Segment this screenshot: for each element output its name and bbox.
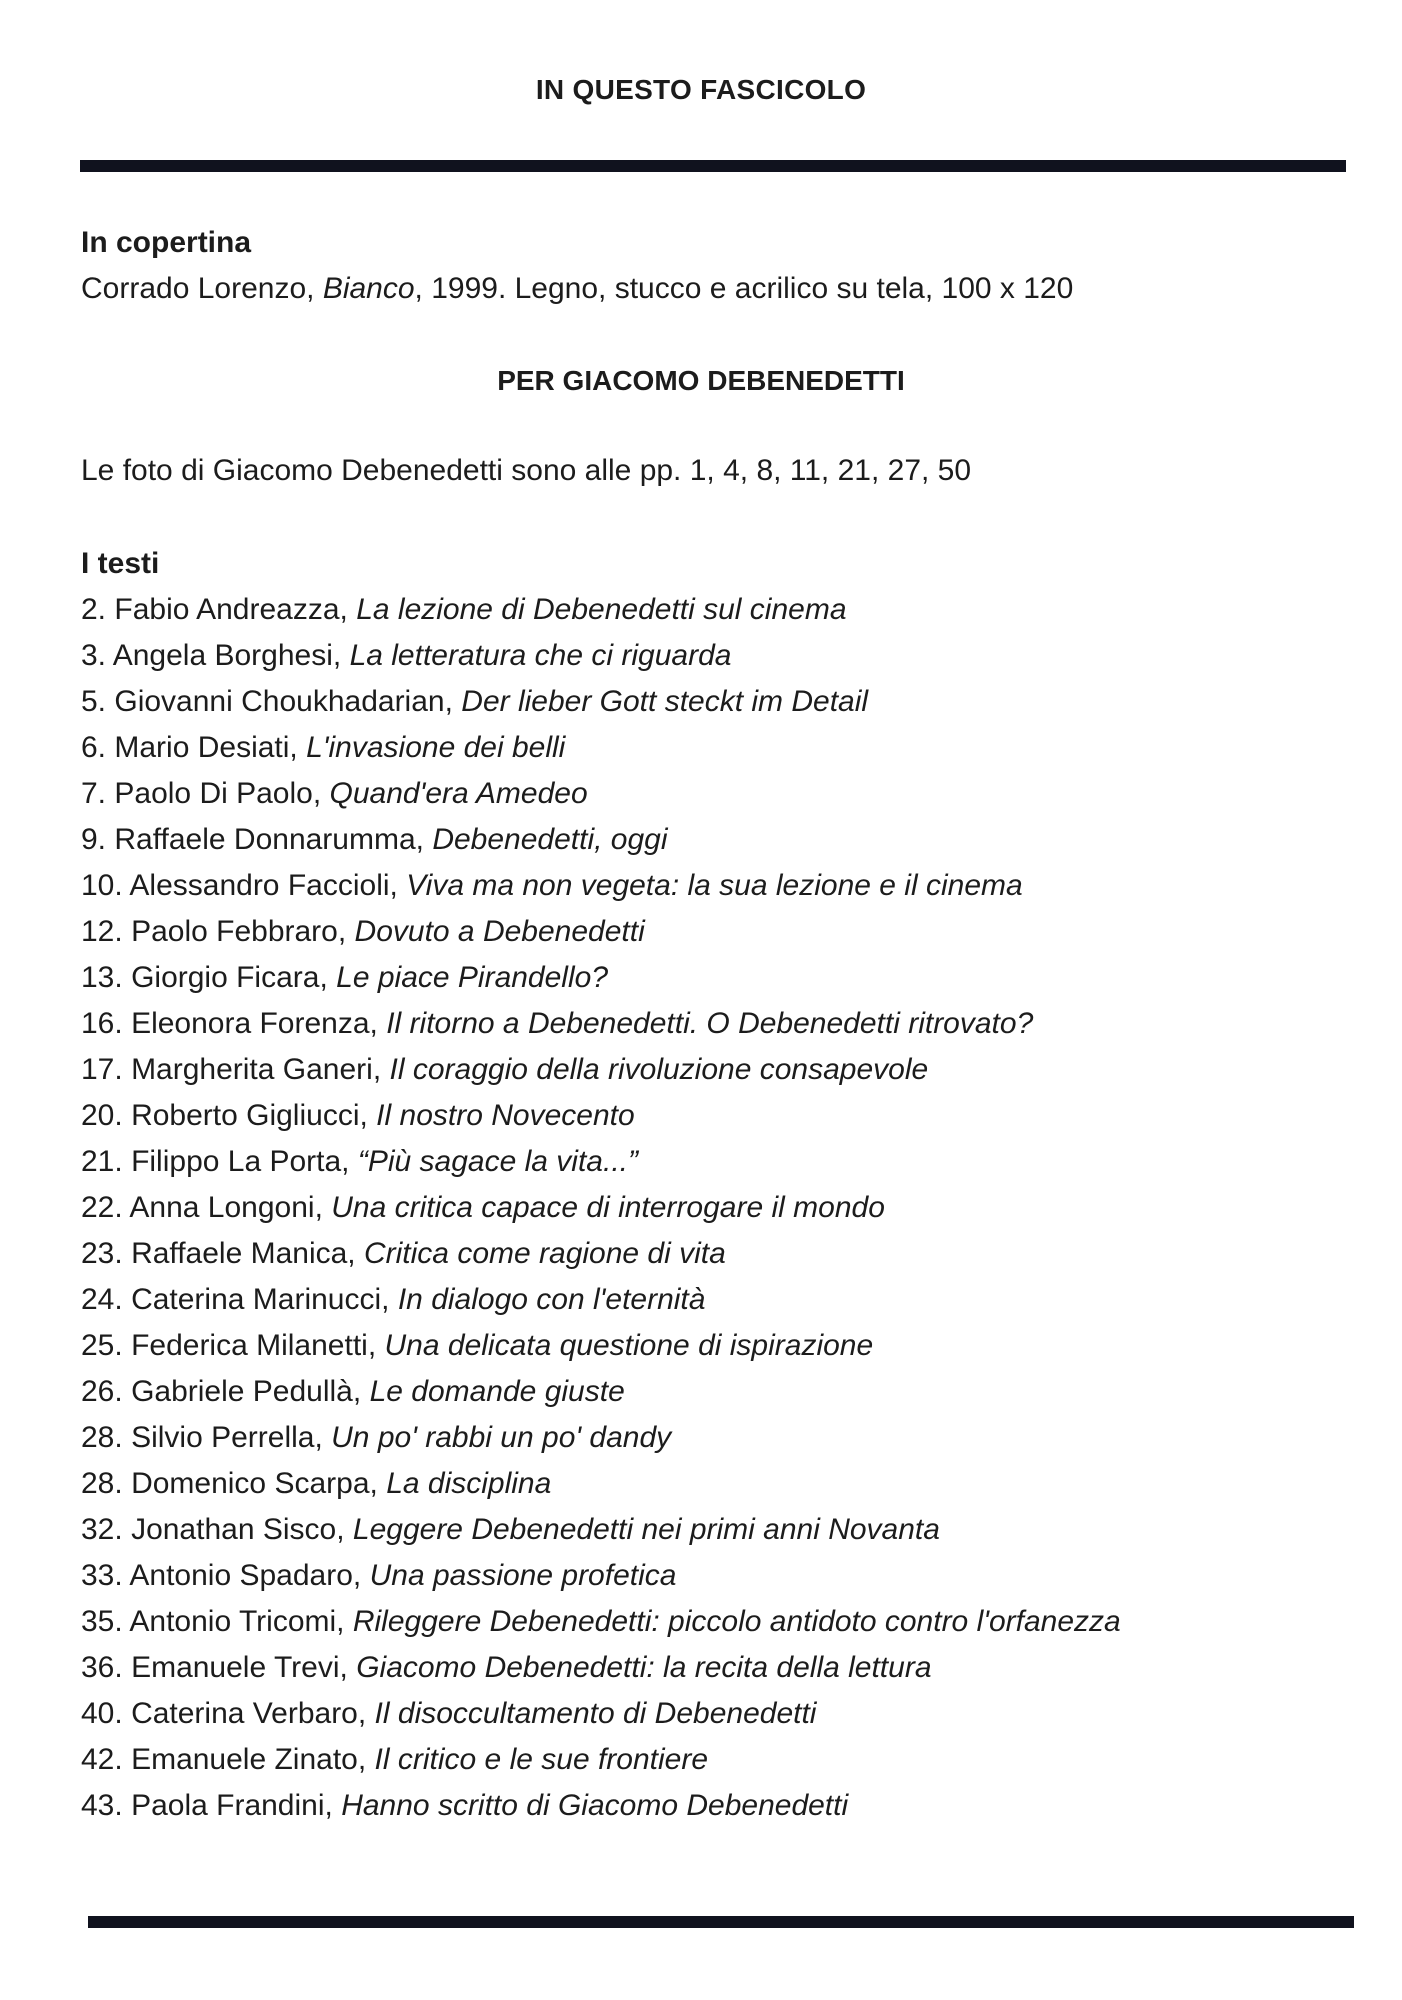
list-item xyxy=(81,1599,1121,1645)
entry-author: Emanuele Zinato, xyxy=(131,1743,367,1776)
entry-author: Gabriele Pedullà, xyxy=(131,1375,362,1408)
list-item xyxy=(81,1783,1121,1829)
entry-author: Roberto Gigliucci, xyxy=(131,1099,368,1132)
entry-page-number: 12. xyxy=(81,915,123,948)
entry-title: Il coraggio della rivoluzione consapevole xyxy=(389,1053,929,1086)
list-item xyxy=(81,1507,1121,1553)
list-item xyxy=(81,633,1121,679)
entry-author: Silvio Perrella, xyxy=(131,1421,323,1454)
entry-page-number: 36. xyxy=(81,1651,123,1684)
entry-title: Hanno scritto di Giacomo Debenedetti xyxy=(341,1789,849,1822)
entry-title: Quand'era Amedeo xyxy=(329,777,588,810)
entry-author: Caterina Verbaro, xyxy=(131,1697,367,1730)
list-item xyxy=(81,1231,1121,1277)
entry-title: Il disoccultamento di Debenedetti xyxy=(374,1697,817,1730)
list-item xyxy=(81,1369,1121,1415)
list-item xyxy=(81,771,1121,817)
texts-section xyxy=(81,541,1121,1829)
entry-title: Una passione profetica xyxy=(369,1559,677,1592)
list-item xyxy=(81,1691,1121,1737)
entry-title: Un po' rabbi un po' dandy xyxy=(331,1421,672,1454)
entry-author: Filippo La Porta, xyxy=(131,1145,350,1178)
bottom-divider xyxy=(88,1916,1354,1928)
entry-title: Il nostro Novecento xyxy=(376,1099,635,1132)
entry-title: “Più sagace la vita...” xyxy=(357,1145,638,1178)
entry-title: Il ritorno a Debenedetti. O Debenedetti ritrovato? xyxy=(386,1007,1034,1040)
entry-page-number: 24. xyxy=(81,1283,123,1316)
entry-page-number: 35. xyxy=(81,1605,123,1638)
entry-title: Una delicata questione di ispirazione xyxy=(384,1329,874,1362)
entry-page-number: 25. xyxy=(81,1329,123,1362)
list-item xyxy=(81,1461,1121,1507)
entry-author: Mario Desiati, xyxy=(114,731,298,764)
entry-page-number: 16. xyxy=(81,1007,123,1040)
entry-page-number: 3. xyxy=(81,639,107,672)
entry-page-number: 43. xyxy=(81,1789,123,1822)
list-item xyxy=(81,1277,1121,1323)
entry-title: Rileggere Debenedetti: piccolo antidoto contro l'orfanezza xyxy=(352,1605,1121,1638)
cover-work-title: Bianco xyxy=(322,272,415,305)
list-item xyxy=(81,1093,1121,1139)
list-item xyxy=(81,1323,1121,1369)
entry-author: Paolo Di Paolo, xyxy=(114,777,322,810)
list-item xyxy=(81,1645,1121,1691)
entry-author: Jonathan Sisco, xyxy=(131,1513,345,1546)
entry-author: Antonio Tricomi, xyxy=(129,1605,345,1638)
entry-author: Domenico Scarpa, xyxy=(131,1467,378,1500)
list-item xyxy=(81,1553,1121,1599)
cover-artist: Corrado Lorenzo, xyxy=(81,272,323,305)
list-item xyxy=(81,1139,1121,1185)
entry-author: Caterina Marinucci, xyxy=(131,1283,390,1316)
entry-page-number: 5. xyxy=(81,685,107,718)
list-item xyxy=(81,1047,1121,1093)
entry-page-number: 10. xyxy=(81,869,123,902)
section-title: PER GIACOMO DEBENEDETTI xyxy=(497,365,905,396)
entry-title: Le piace Pirandello? xyxy=(336,961,609,994)
entry-page-number: 28. xyxy=(81,1467,123,1500)
entry-title: La disciplina xyxy=(386,1467,552,1500)
entry-title: In dialogo con l'eternità xyxy=(397,1283,706,1316)
entry-page-number: 6. xyxy=(81,731,107,764)
entry-author: Raffaele Donnarumma, xyxy=(114,823,424,856)
entry-author: Angela Borghesi, xyxy=(112,639,342,672)
list-item xyxy=(81,1185,1121,1231)
list-item xyxy=(81,679,1121,725)
entry-author: Antonio Spadaro, xyxy=(129,1559,362,1592)
entry-page-number: 9. xyxy=(81,823,107,856)
cover-caption xyxy=(81,266,1073,312)
entry-page-number: 40. xyxy=(81,1697,123,1730)
entry-author: Giorgio Ficara, xyxy=(131,961,328,994)
entry-author: Raffaele Manica, xyxy=(131,1237,356,1270)
list-item xyxy=(81,587,1121,633)
entry-title: La lezione di Debenedetti sul cinema xyxy=(356,593,847,626)
entry-author: Emanuele Trevi, xyxy=(131,1651,348,1684)
cover-label: In copertina xyxy=(81,226,252,259)
entry-page-number: 26. xyxy=(81,1375,123,1408)
list-item xyxy=(81,863,1121,909)
entry-author: Fabio Andreazza, xyxy=(114,593,348,626)
entry-page-number: 20. xyxy=(81,1099,123,1132)
list-item xyxy=(81,909,1121,955)
entry-title: Leggere Debenedetti nei primi anni Novanta xyxy=(352,1513,940,1546)
entry-title: Critica come ragione di vita xyxy=(363,1237,726,1270)
list-item xyxy=(81,725,1121,771)
contents-list xyxy=(81,587,1121,1829)
list-item xyxy=(81,1737,1121,1783)
entry-page-number: 23. xyxy=(81,1237,123,1270)
page-title: IN QUESTO FASCICOLO xyxy=(535,74,867,105)
entry-title: Der lieber Gott steckt im Detail xyxy=(461,685,869,718)
list-item xyxy=(81,817,1121,863)
entry-page-number: 32. xyxy=(81,1513,123,1546)
entry-page-number: 2. xyxy=(81,593,107,626)
entry-author: Paola Frandini, xyxy=(131,1789,333,1822)
entry-author: Margherita Ganeri, xyxy=(131,1053,382,1086)
entry-page-number: 42. xyxy=(81,1743,123,1776)
entry-title: Le domande giuste xyxy=(369,1375,625,1408)
entry-title: L'invasione dei belli xyxy=(306,731,566,764)
cover-details: , 1999. Legno, stucco e acrilico su tela, 100 x 120 xyxy=(414,272,1074,305)
entry-author: Giovanni Choukhadarian, xyxy=(114,685,453,718)
top-divider xyxy=(80,160,1346,172)
photos-note: Le foto di Giacomo Debenedetti sono alle pp. 1, 4, 8, 11, 21, 27, 50 xyxy=(81,454,972,487)
entry-title: Debenedetti, oggi xyxy=(432,823,668,856)
entry-title: Il critico e le sue frontiere xyxy=(374,1743,709,1776)
entry-page-number: 7. xyxy=(81,777,107,810)
entry-page-number: 13. xyxy=(81,961,123,994)
list-item xyxy=(81,1415,1121,1461)
list-item xyxy=(81,1001,1121,1047)
entry-page-number: 33. xyxy=(81,1559,123,1592)
entry-title: Una critica capace di interrogare il mondo xyxy=(331,1191,885,1224)
entry-title: Giacomo Debenedetti: la recita della lettura xyxy=(356,1651,932,1684)
entry-author: Eleonora Forenza, xyxy=(131,1007,378,1040)
list-item xyxy=(81,955,1121,1001)
entry-title: La letteratura che ci riguarda xyxy=(349,639,732,672)
entry-title: Viva ma non vegeta: la sua lezione e il cinema xyxy=(406,869,1023,902)
entry-author: Federica Milanetti, xyxy=(131,1329,377,1362)
cover-section xyxy=(81,220,1073,312)
entry-page-number: 28. xyxy=(81,1421,123,1454)
entry-page-number: 21. xyxy=(81,1145,123,1178)
entry-author: Paolo Febbraro, xyxy=(131,915,347,948)
entry-author: Alessandro Faccioli, xyxy=(129,869,398,902)
entry-author: Anna Longoni, xyxy=(129,1191,323,1224)
entry-page-number: 22. xyxy=(81,1191,123,1224)
entry-title: Dovuto a Debenedetti xyxy=(354,915,645,948)
texts-label: I testi xyxy=(81,547,160,580)
entry-page-number: 17. xyxy=(81,1053,123,1086)
